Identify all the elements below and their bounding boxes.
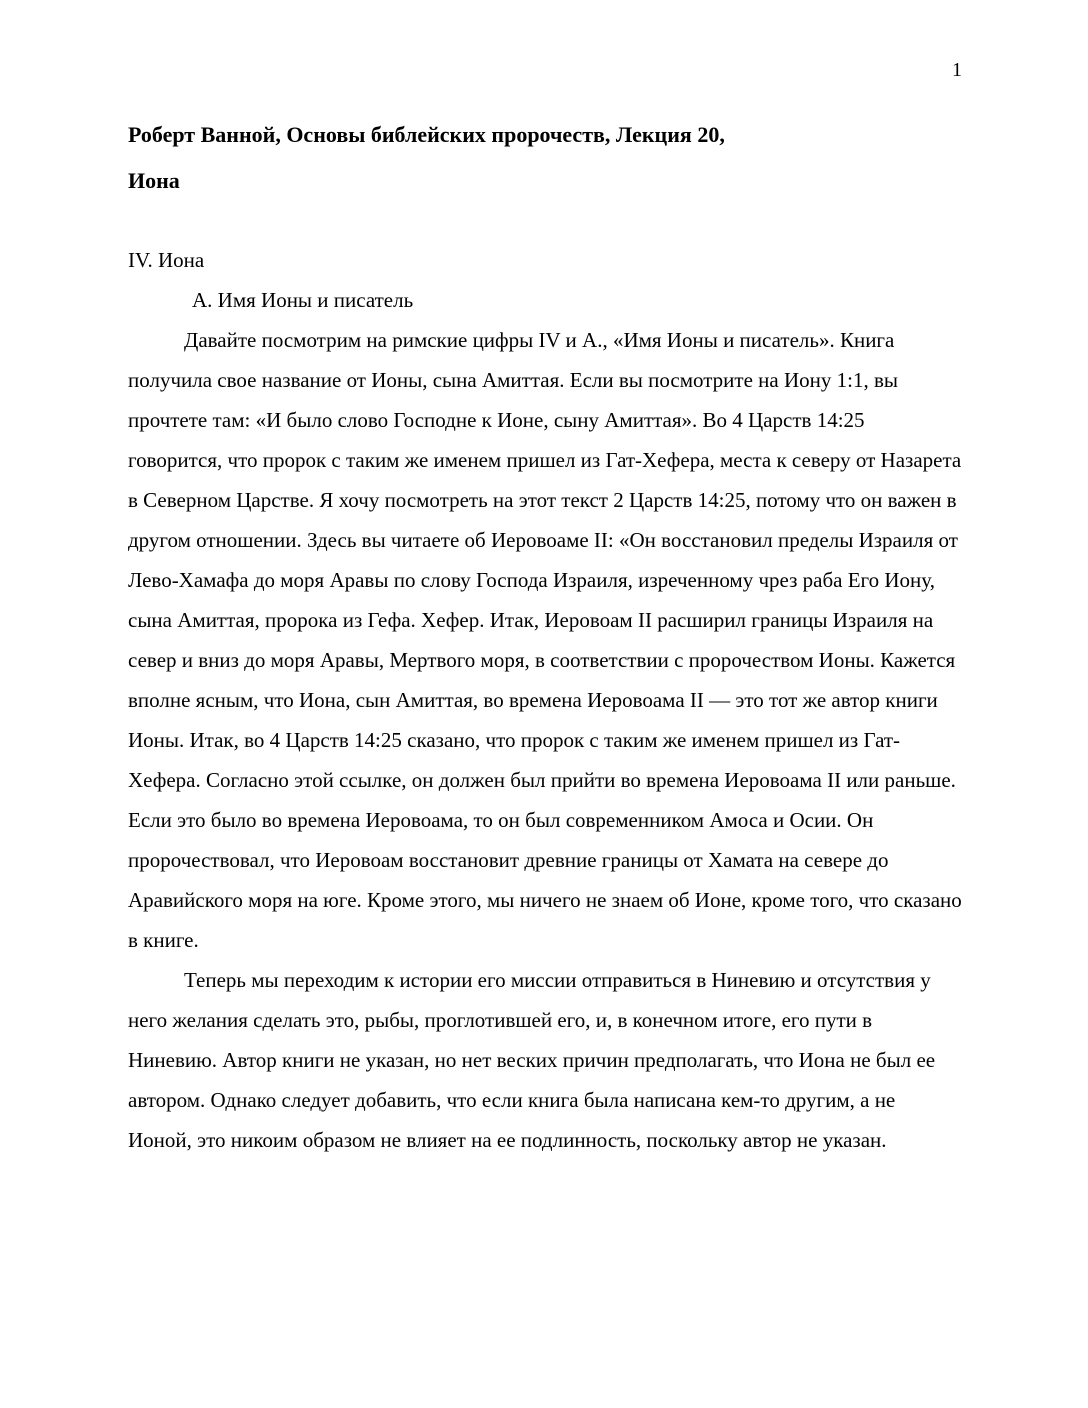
section-heading: IV. Иона (128, 248, 205, 272)
subsection-heading: А. Имя Ионы и писатель (192, 288, 414, 312)
document-title-line-1: Роберт Ванной, Основы библейских пророчеств, Лекция 20, (128, 122, 725, 147)
paragraph-2: Теперь мы переходим к истории его миссии отправиться в Ниневию и отсутствия у него желания сделать это, рыбы, проглотившей его, и, в конечном итоге, его пути в Ниневию. Автор книги не указан, но нет веских причин предполагать, что Иона не был ее автором. Однако следует добавить, что если книга была написана кем-то другим, а не Ионой, это никоим образом не влияет на ее подлинность, поскольку автор не указан. (128, 968, 936, 1152)
paragraph-1: Давайте посмотрим на римские цифры IV и А., «Имя Ионы и писатель». Книга получила свое название от Ионы, сына Амиттая. Если вы посмотрите на Иону 1:1, вы прочтете там: «И было слово Господне к Ионе, сыну Амиттая». Во 4 Царств 14:25 говорится, что пророк с таким же именем пришел из Гат-Хефера, места к северу от Назарета в Северном Царстве. Я хочу посмотреть на этот текст 2 Царств 14:25, потому что он важен в другом отношении. Здесь вы читаете об Иеровоаме II: «Он восстановил пределы Израиля от Лево-Хамафа до моря Аравы по слову Господа Израиля, изреченному чрез раба Его Иону, сына Амиттая, пророка из Гефа. Хефер. Итак, Иеровоам II расширил границы Израиля на север и вниз до моря Аравы, Мертвого моря, в соответствии с пророчеством Ионы. Кажется вполне ясным, что Иона, сын Амиттая, во времена Иеровоама II — это тот же автор книги Ионы. Итак, во 4 Царств 14:25 сказано, что пророк с таким же именем пришел из Гат-Хефера. Согласно этой ссылке, он должен был прийти во времена Иеровоама II или раньше. Если это было во времена Иеровоама, то он был современником Амоса и Осии. Он пророчествовал, что Иеровоам восстановит древние границы от Хамата на севере до Аравийского моря на юге. Кроме этого, мы ничего не знаем об Ионе, кроме того, что сказано в книге. (128, 328, 962, 952)
page-number: 1 (952, 59, 962, 81)
document-title-line-2: Иона (128, 168, 180, 193)
document-title (128, 112, 962, 204)
document-content (128, 112, 962, 1160)
